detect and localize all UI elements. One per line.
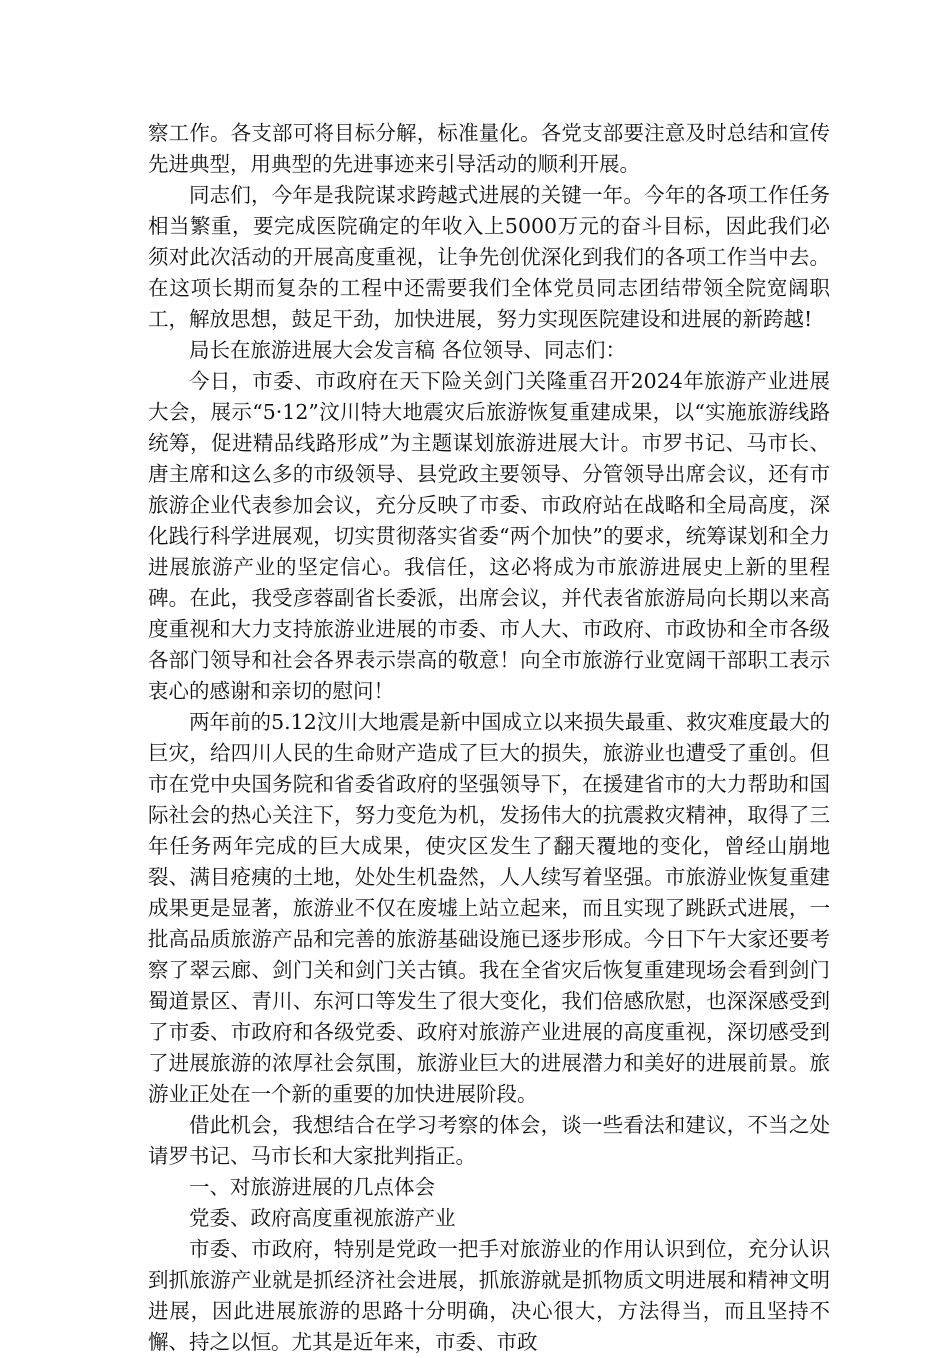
subsection-heading: 党委、政府高度重视旅游产业 [189, 1206, 456, 1230]
document-body [148, 118, 830, 1358]
paragraph-6: 借此机会，我想结合在学习考察的体会，谈一些看法和建议，不当之处请罗书记、马市长和大家批判指正。 [148, 1113, 830, 1168]
paragraph-1: 察工作。各支部可将目标分解，标准量化。各党支部要注意及时总结和宣传先进典型，用典型的先进事迹来引导活动的顺利开展。 [148, 121, 830, 176]
section-heading-1: 一、对旅游进展的几点体会 [189, 1175, 435, 1199]
paragraph-2: 同志们，今年是我院谋求跨越式进展的关键一年。今年的各项工作任务相当繁重，要完成医院确定的年收入上5000万元的奋斗目标，因此我们必须对此次活动的开展高度重视，让争先创优深化到我们的各项工作当中去。在这项长期而复杂的工程中还需要我们全体党员同志团结带领全院宽阔职工，解放思想，鼓足干劲，加快进展，努力实现医院建设和进展的新跨越! [148, 183, 830, 331]
paragraph-4: 今日，市委、市政府在天下险关剑门关隆重召开2024年旅游产业进展大会，展示“5·12”汶川特大地震灾后旅游恢复重建成果，以“实施旅游线路统筹，促进精品线路形成”为主题谋划旅游进展大计。市罗书记、马市长、唐主席和这么多的市级领导、县党政主要领导、分管领导出席会议，还有市旅游企业代表参加会议，充分反映了市委、市政府站在战略和全局高度，深化践行科学进展观，切实贯彻落实省委“两个加快”的要求，统筹谋划和全力进展旅游产业的坚定信心。我信任，这必将成为市旅游进展史上新的里程碑。在此，我受彦蓉副省长委派，出席会议，并代表省旅游局向长期以来高度重视和大力支持旅游业进展的市委、市人大、市政府、市政协和全市各级各部门领导和社会各界表示崇高的敬意！向全市旅游行业宽阔干部职工表示衷心的感谢和亲切的慰问！ [148, 369, 830, 703]
paragraph-5: 两年前的5.12汶川大地震是新中国成立以来损失最重、救灾难度最大的巨灾，给四川人民的生命财产造成了巨大的损失，旅游业也遭受了重创。但市在党中央国务院和省委省政府的坚强领导下，在援建省市的大力帮助和国际社会的热心关注下，努力变危为机，发扬伟大的抗震救灾精神，取得了三年任务两年完成的巨大成果，使灾区发生了翻天覆地的变化，曾经山崩地裂、满目疮痍的土地，处处生机盎然，人人续写着坚强。市旅游业恢复重建成果更是显著，旅游业不仅在废墟上站立起来，而且实现了跳跃式进展，一批高品质旅游产品和完善的旅游基础设施已逐步形成。今日下午大家还要考察了翠云廊、剑门关和剑门关古镇。我在全省灾后恢复重建现场会看到剑门蜀道景区、青川、东河口等发生了很大变化，我们倍感欣慰，也深深感受到了市委、市政府和各级党委、政府对旅游产业进展的高度重视，深切感受到了进展旅游的浓厚社会氛围，旅游业巨大的进展潜力和美好的进展前景。旅游业正处在一个新的重要的加快进展阶段。 [148, 710, 830, 1106]
speech-heading: 局长在旅游进展大会发言稿 各位领导、同志们： [189, 338, 627, 362]
paragraph-9: 市委、市政府，特别是党政一把手对旅游业的作用认识到位，充分认识到抓旅游产业就是抓经济社会进展，抓旅游就是抓物质文明进展和精神文明进展，因此进展旅游的思路十分明确，决心很大，方法得当，而且坚持不懈、持之以恒。尤其是近年来，市委、市政 [148, 1237, 830, 1354]
